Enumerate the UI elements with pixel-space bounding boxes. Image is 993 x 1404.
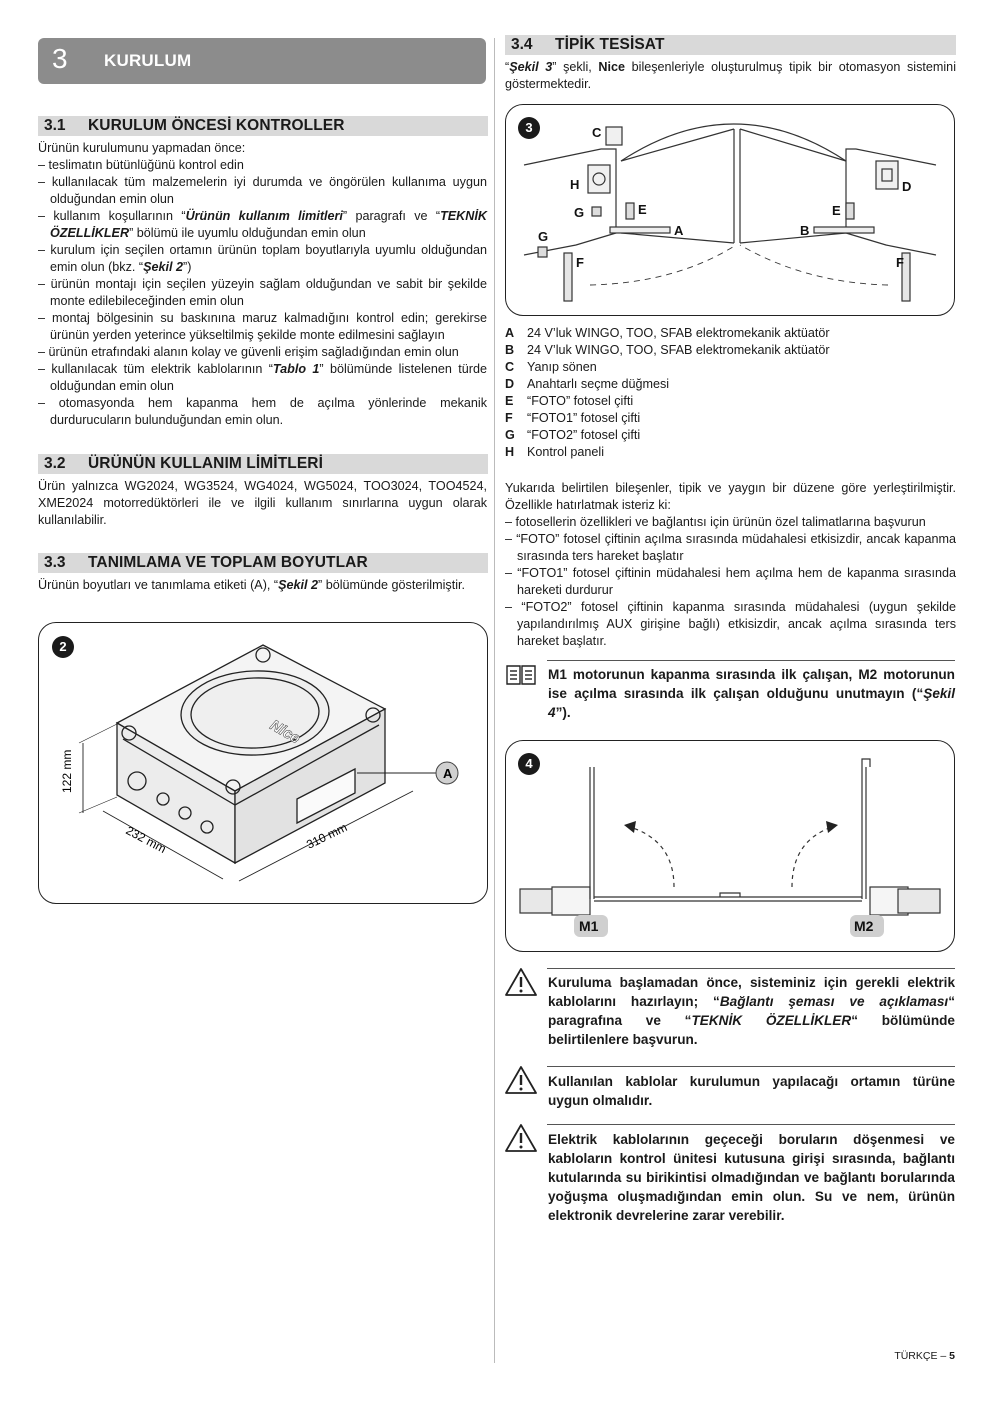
section-3-3-body: Ürünün boyutları ve tanımlama etiketi (A), “Şekil 2” bölümünde gösterilmiştir. — [38, 578, 465, 592]
list-item: – kullanılacak tüm elektrik kablolarının “Tablo 1” bölümünde listelenen türde olduğundan emin olun — [38, 362, 487, 393]
typical-installation-illustration — [506, 105, 954, 315]
dimension-depth: 232 mm — [123, 823, 169, 857]
label-b: B — [800, 223, 810, 238]
intro-text: Ürünün kurulumunu yapmadan önce: — [38, 141, 246, 155]
figure-badge: 2 — [52, 636, 74, 658]
figure-3-legend — [505, 325, 956, 461]
label-g-inner: G — [574, 205, 585, 220]
page-footer — [894, 1350, 955, 1362]
label-c: C — [592, 125, 602, 140]
list-item: – ürünün etrafındaki alanın kolay ve güvenli erişim sağladığından emin olun — [38, 345, 459, 359]
section-3-2-body: Ürün yalnızca WG2024, WG3524, WG4024, WG5024, TOO3024, TOO4524, XME2024 motorredüktörleri ile ve ilgili kullanım sınırlarına uygun olarak kullanılabilir. — [38, 479, 487, 527]
section-3-3-heading: 3.3 TANIMLAMA VE TOPLAM BOYUTLAR — [38, 553, 488, 573]
figure-2 — [38, 622, 488, 904]
column-divider — [494, 38, 495, 1363]
label-g: G — [538, 229, 549, 244]
warning-rule — [547, 968, 955, 969]
label-e-left: E — [638, 202, 647, 217]
list-item: – otomasyonda hem kapanma hem de açılma yönlerinde mekanik durdurucuların bulunduğundan emin olun. — [38, 396, 487, 427]
label-h: H — [570, 177, 580, 192]
section-3-4-intro: “Şekil 3” şekli, Nice bileşenleriyle oluşturulmuş tipik bir otomasyon sistemini göstermektedir. — [505, 60, 956, 91]
footer-language: TÜRKÇE – — [894, 1350, 950, 1362]
list-item: – “FOTO2” fotosel çiftinin kapanma sırasında müdahalesi (uygun şekilde yapılandırılmış AUX girişine bağlı) etkisizdir, ancak açılma sırasında ters hareket başlatır. — [505, 600, 956, 648]
list-item: – “FOTO” fotosel çiftinin açılma sırasında müdahalesi etkisizdir, ancak kapanma sırasında ters hareket başlatır — [505, 532, 956, 563]
section-3-4-notes: Yukarıda belirtilen bileşenler, tipik ve yaygın bir düzene göre yerleştirilmiştir. Özellikle hatırlatmak isteriz ki: – fotosellerin özellikleri ve bağlantısı için ürünün özel talimatlarına başvurun – “FOTO” fotosel çiftinin açılma sırasında müdahalesi etkisizdir, ancak kapanma sırasında ters hareket başlatır – “FOTO1” fotosel çiftinin müdahalesi hem açılma hem de kapanma sırasında hareketi durdurur – “FOTO2” fotosel çiftinin kapanma sırasında müdahalesi (uygun şekilde yapılandırılmış AUX girişine bağlı) etkisizdir, ancak açılma sırasında ters hareket başlatır. — [505, 481, 956, 648]
figure-4 — [505, 740, 955, 952]
dimension-height: 122 mm — [60, 749, 74, 793]
legend-item: C Yanıp sönen — [505, 360, 597, 374]
dimension-width: 310 mm — [304, 820, 350, 852]
label-a: A — [443, 766, 453, 781]
label-f-right: F — [896, 255, 904, 270]
note-rule — [547, 660, 955, 661]
figure-badge: 4 — [518, 753, 540, 775]
legend-item: B 24 V’luk WINGO, TOO, SFAB elektromekanik aktüatör — [505, 343, 830, 357]
warning-rule — [547, 1066, 955, 1067]
warning-icon — [504, 1064, 538, 1096]
list-item: – “FOTO1” fotosel çiftinin müdahalesi hem açılma hem de kapanma sırasında hareketi durdurur — [505, 566, 956, 597]
warning-1: Kuruluma başlamadan önce, sisteminiz için gerekli elektrik kablolarını hazırlayın; “Bağlantı şeması ve açıklaması“ paragrafına ve “TEKNİK ÖZELLİKLER“ bölümünde belirtilenlere başvurun. — [548, 975, 955, 1047]
label-a: A — [674, 223, 684, 238]
motor-note: M1 motorunun kapanma sırasında ilk çalışan, M2 motorunun ise açılma sırasında ilk çalışan olduğunu unutmayın (“Şekil 4”). — [548, 667, 955, 720]
legend-item: A 24 V’luk WINGO, TOO, SFAB elektromekanik aktüatör — [505, 326, 830, 340]
legend-item: F “FOTO1” fotosel çifti — [505, 411, 641, 425]
warning-2: Kullanılan kablolar kurulumun yapılacağı ortamın türüne uygun olmalıdır. — [548, 1074, 955, 1108]
label-d: D — [902, 179, 912, 194]
m1-label: M1 — [579, 918, 599, 934]
list-item: – kullanım koşullarının “Ürünün kullanım limitleri” paragrafı ve “TEKNİK ÖZELLİKLER” bölümü ile uyumlu olduğundan emin olun — [38, 209, 487, 240]
list-item: – montaj bölgesinin su baskınına maruz kalmadığını kontrol edin; gerekirse ürünün yerden yeterince yükseltilmiş şekilde monte edilmesini sağlayın — [38, 311, 487, 342]
warning-3: Elektrik kablolarının geçeceği boruların döşenmesi ve kabloların kontrol ünitesi kutusuna girişi sırasında, bağlantı kutularında su birikintisi olmadığından ve bağlantı borularında yoğuşma oluşmadığından emin olun. Su ve nem, ürünün elektronik devrelerine zarar verebilir. — [548, 1132, 955, 1223]
motor-order-illustration — [506, 741, 954, 951]
section-3-2-heading: 3.2 ÜRÜNÜN KULLANIM LİMİTLERİ — [38, 454, 488, 474]
label-f-left: F — [576, 255, 584, 270]
warning-rule — [547, 1124, 955, 1125]
chapter-header — [38, 38, 486, 84]
chapter-number: 3 — [52, 43, 68, 74]
book-icon — [504, 662, 538, 688]
warning-icon — [504, 1122, 538, 1154]
section-3-4-heading: 3.4 TİPİK TESİSAT — [505, 35, 956, 55]
nice-logo: Nice — [267, 716, 303, 748]
control-box-illustration — [39, 623, 487, 903]
m2-label: M2 — [854, 918, 874, 934]
legend-item: H Kontrol paneli — [505, 445, 605, 459]
page-number: 5 — [949, 1350, 955, 1362]
section-3-1-heading: 3.1 KURULUM ÖNCESİ KONTROLLER — [38, 116, 488, 136]
label-e-right: E — [832, 203, 841, 218]
section-3-1-body — [38, 140, 487, 429]
list-item: – teslimatın bütünlüğünü kontrol edin — [38, 158, 244, 172]
figure-badge: 3 — [518, 117, 540, 139]
legend-item: E “FOTO” fotosel çifti — [505, 394, 634, 408]
list-item: – fotosellerin özellikleri ve bağlantısı için ürünün özel talimatlarına başvurun — [505, 515, 926, 529]
list-item: – ürünün montajı için seçilen yüzeyin sağlam olduğundan ve sabit bir şekilde monte edilebileceğinden emin olun — [38, 277, 487, 308]
legend-item: G “FOTO2” fotosel çifti — [505, 428, 641, 442]
list-item: – kurulum için seçilen ortamın ürünün toplam boyutlarıyla uyumlu olduğundan emin olun (bkz. “Şekil 2”) — [38, 243, 487, 274]
legend-item: D Anahtarlı seçme düğmesi — [505, 377, 670, 391]
list-item: – kullanılacak tüm malzemelerin iyi durumda ve öngörülen kullanıma uygun olduğundan emin olun — [38, 175, 487, 206]
figure-3 — [505, 104, 955, 316]
warning-icon — [504, 966, 538, 998]
chapter-title: KURULUM — [104, 51, 192, 70]
